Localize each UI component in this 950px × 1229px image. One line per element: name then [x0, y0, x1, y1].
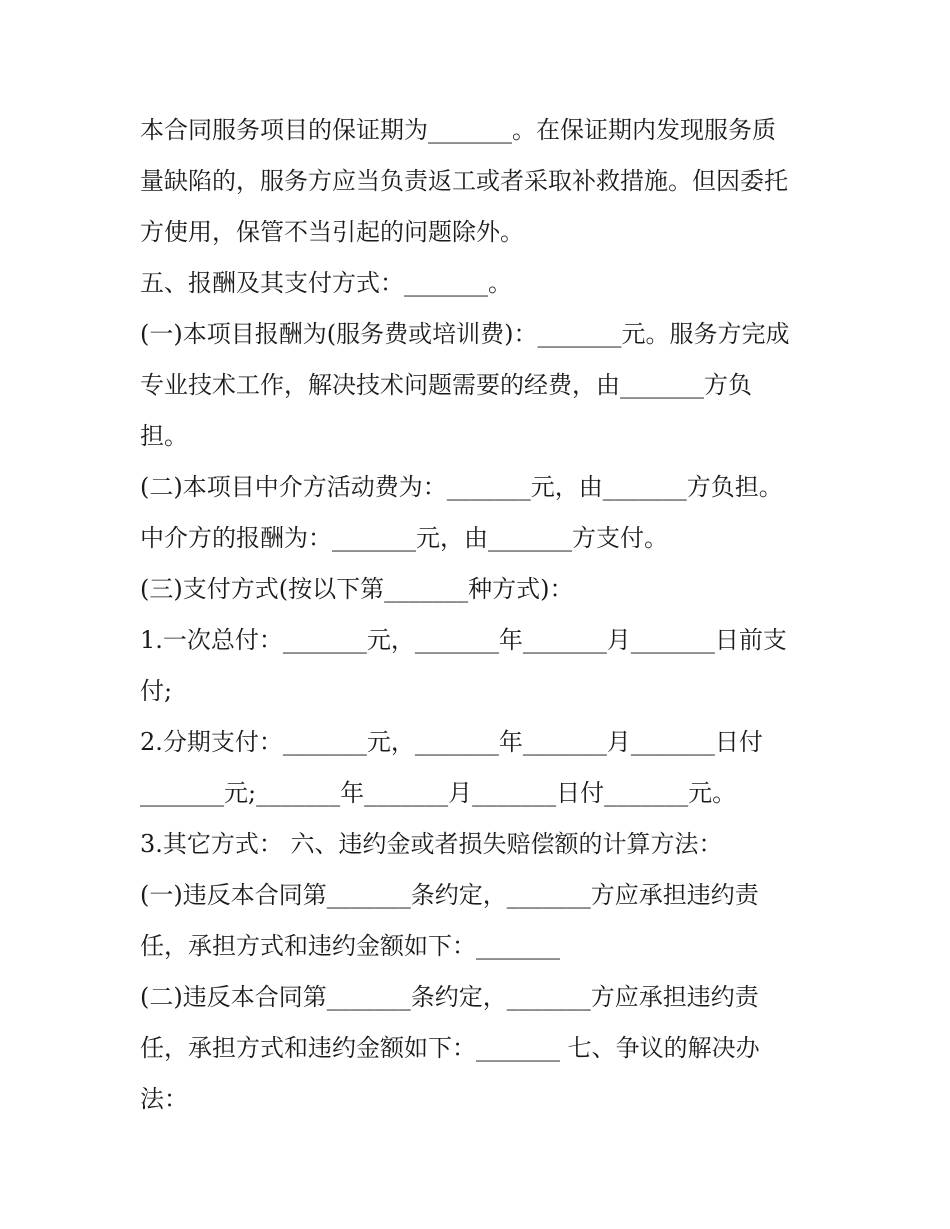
section-heading: 五、报酬及其支付方式：_______。	[140, 269, 512, 297]
text-line: 法：	[140, 1085, 188, 1113]
text-line: (三)支付方式(按以下第_______种方式)：	[140, 575, 574, 603]
text-line: (二)违反本合同第_______条约定，_______方应承担违约责	[140, 983, 759, 1011]
text-line: (二)本项目中介方活动费为：_______元，由_______方负担。	[140, 473, 783, 501]
section-heading: 3.其它方式： 六、违约金或者损失赔偿额的计算方法：	[140, 830, 723, 858]
text-line: 中介方的报酬为：_______元，由_______方支付。	[140, 524, 668, 552]
text-line: 本合同服务项目的保证期为_______。在保证期内发现服务质	[140, 116, 776, 144]
text-line: (一)本项目报酬为(服务费或培训费)：_______元。服务方完成	[140, 320, 790, 348]
text-line: 担。	[140, 422, 188, 450]
document-page	[140, 105, 840, 1125]
text-line: 量缺陷的，服务方应当负责返工或者采取补救措施。但因委托	[140, 167, 788, 195]
text-line: 付;	[140, 677, 173, 705]
text-line: 1.一次总付：_______元，_______年_______月_______日前支	[140, 626, 787, 654]
text-line: _______元;_______年_______月_______日付_______元。	[140, 779, 737, 807]
text-line: 任，承担方式和违约金额如下：_______	[140, 932, 560, 960]
text-line: 任，承担方式和违约金额如下：_______ 七、争议的解决办	[140, 1034, 760, 1062]
text-line: 2.分期支付：_______元，_______年_______月_______日付	[140, 728, 763, 756]
text-line: (一)违反本合同第_______条约定，_______方应承担违约责	[140, 881, 759, 909]
text-line: 专业技术工作，解决技术问题需要的经费，由_______方负	[140, 371, 752, 399]
text-line: 方使用，保管不当引起的问题除外。	[140, 218, 524, 246]
